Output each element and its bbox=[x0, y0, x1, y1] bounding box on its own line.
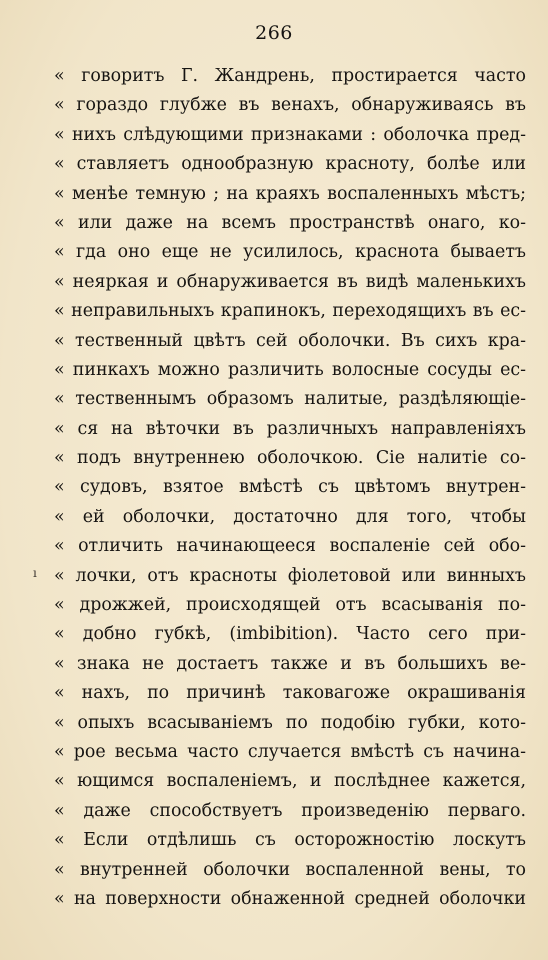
text-line: « пинкахъ можно различить волосные сосуды ес- bbox=[54, 359, 526, 380]
text-line: « Если отдѣлишь съ осторожностію лоскутъ bbox=[54, 830, 526, 851]
text-line: « нахъ, по причинѣ таковагоже окрашиванія bbox=[54, 683, 526, 704]
text-line: « на поверхности обнаженной средней оболочки bbox=[54, 888, 526, 909]
text-line: « лочки, отъ красноты фіолетовой или винныхъ bbox=[54, 565, 526, 586]
text-line: « внутренней оболочки воспаленной вены, то bbox=[54, 859, 526, 880]
body-text bbox=[54, 62, 526, 914]
margin-mark: ı bbox=[33, 566, 37, 580]
text-line: « знака не достаетъ также и въ большихъ ве- bbox=[54, 653, 526, 674]
text-line: « даже способствуетъ произведенію перваго. bbox=[54, 800, 526, 821]
text-line: « говоритъ Г. Жандрень, простирается часто bbox=[54, 66, 526, 86]
text-line: « ся на вѣточки въ различныхъ направленіяхъ bbox=[54, 418, 526, 439]
text-line: « ей оболочки, достаточно для того, чтобы bbox=[54, 506, 526, 527]
text-line: « рое весьма часто случается вмѣстѣ съ начина- bbox=[54, 741, 526, 762]
text-line: « нихъ слѣдующими признаками : оболочка пред- bbox=[54, 124, 526, 145]
text-line: « тественнымъ образомъ налитые, раздѣляющіе- bbox=[54, 389, 526, 410]
text-line: « отличить начинающееся воспаленіе сей обо- bbox=[54, 536, 526, 557]
text-line: « или даже на всемъ пространствѣ онаго, ко- bbox=[54, 212, 526, 233]
page-number: 266 bbox=[255, 22, 293, 44]
text-line: « гда оно еще не усилилось, краснота бываетъ bbox=[54, 242, 526, 263]
text-line: « тественный цвѣтъ сей оболочки. Въ сихъ кра- bbox=[54, 330, 526, 351]
text-line: « неяркая и обнаруживается въ видѣ маленькихъ bbox=[54, 271, 526, 292]
text-line: « гораздо глубже въ венахъ, обнаруживаясь въ bbox=[54, 95, 526, 116]
text-line: « опыхъ всасываніемъ по подобію губки, кото- bbox=[54, 712, 526, 733]
text-line: « дрожжей, происходящей отъ всасыванія по- bbox=[54, 595, 526, 616]
text-line: « ставляетъ однообразную красноту, болѣе или bbox=[54, 154, 526, 175]
text-line: « подъ внутреннею оболочкою. Сіе налитіе со- bbox=[54, 448, 526, 469]
text-line: « судовъ, взятое вмѣстѣ съ цвѣтомъ внутрен- bbox=[54, 477, 526, 498]
text-line: « менѣе темную ; на краяхъ воспаленныхъ мѣстъ; bbox=[54, 183, 526, 204]
text-line: « ющимся воспаленіемъ, и послѣднее кажется, bbox=[54, 771, 526, 792]
text-line: « неправильныхъ крапинокъ, переходящихъ въ ес- bbox=[54, 301, 526, 322]
text-line: « добно губкѣ, (imbibition). Часто сего при- bbox=[54, 624, 526, 645]
